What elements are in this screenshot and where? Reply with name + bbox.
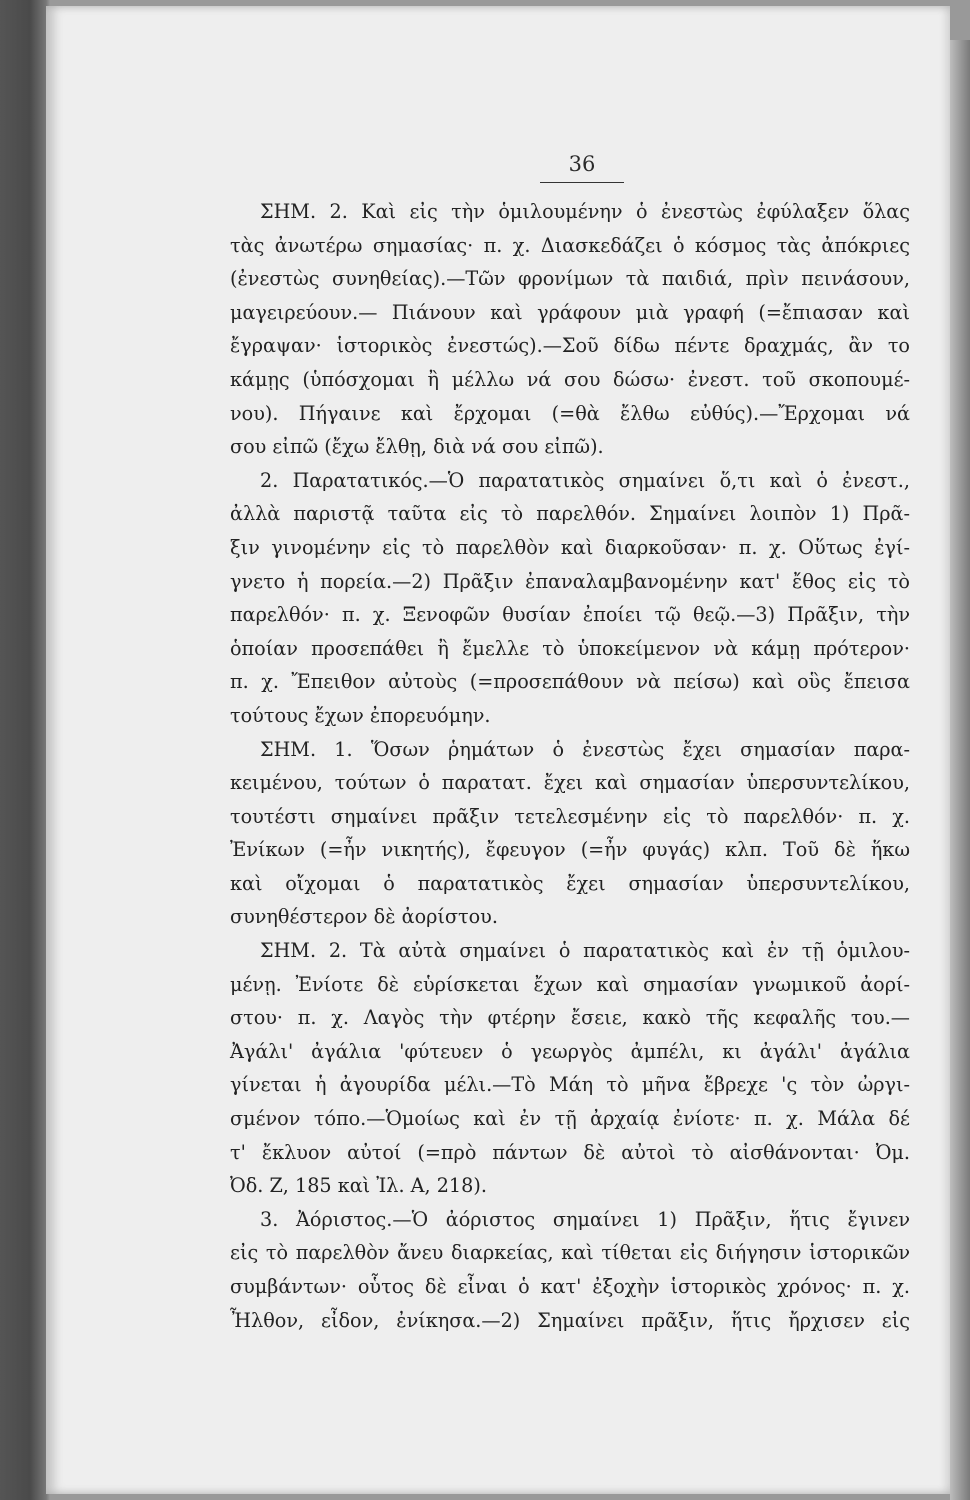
text-line: μένῃ. Ἐνίοτε δὲ εὑρίσκεται ἔχων καὶ σημασίαν γνωμικοῦ ἀορί- [230, 972, 910, 996]
page-text [230, 195, 910, 1337]
page-edge [950, 40, 970, 1500]
text-line: καὶ οἴχομαι ὁ παρατατικὸς ἔχει σημασίαν ὑπερσυντελίκου, [230, 871, 910, 895]
text-line: ἀλλὰ παριστᾷ ταῦτα εἰς τὸ παρελθόν. Σημαίνει λοιπὸν 1) Πρᾶ- [230, 502, 910, 526]
text-line: τουτέστι σημαίνει πρᾶξιν τετελεσμένην εἰς τὸ παρελθόν· π. χ. [230, 804, 910, 828]
text-line: ΣΗΜ. 2. Τὰ αὐτὰ σημαίνει ὁ παρατατικὸς καὶ ἐν τῇ ὁμιλου- [260, 939, 910, 963]
text-line: γνετο ἡ πορεία.—2) Πρᾶξιν ἐπαναλαμβανομένην κατ' ἔθος εἰς τὸ [230, 569, 910, 593]
text-line: συνηθέστερον δὲ ἀορίστου. [230, 905, 498, 929]
text-line: συμβάντων· οὗτος δὲ εἶναι ὁ κατ' ἐξοχὴν ἱστορικὸς χρόνος· π. χ. [230, 1275, 910, 1298]
text-line: 2. Παρατατικός.—Ὁ παρατατικὸς σημαίνει ὅ,τι καὶ ὁ ἐνεστ., [260, 468, 910, 492]
text-line: Ἀγάλι' ἀγάλια 'φύτευεν ὁ γεωργὸς ἀμπέλι, κι ἀγάλι' ἀγάλια [230, 1039, 910, 1063]
text-line: Ἦλθον, εἶδον, ἐνίκησα.—2) Σημαίνει πρᾶξιν, ἥτις ἤρχισεν εἰς [230, 1308, 910, 1332]
text-line: ἔγραψαν· ἱστορικὸς ἐνεστώς).—Σοῦ δίδω πέντε δραχμάς, ἂν το [230, 334, 910, 358]
text-line: ΣΗΜ. 2. Καὶ εἰς τὴν ὁμιλουμένην ὁ ἐνεστὼς ἐφύλαξεν ὅλας [260, 200, 910, 223]
text-line: Ὀδ. Ζ, 185 καὶ Ἰλ. Α, 218). [230, 1174, 487, 1198]
text-line: νου). Πήγαινε καὶ ἔρχομαι (=θὰ ἔλθω εὐθύς).—Ἔρχομαι νά [230, 401, 910, 425]
text-line: ΣΗΜ. 1. Ὅσων ῥημάτων ὁ ἐνεστὼς ἔχει σημασίαν παρα- [260, 737, 910, 761]
text-line: τούτους ἔχων ἐπορευόμην. [230, 703, 491, 727]
text-line: ξιν γινομένην εἰς τὸ παρελθὸν καὶ διαρκοῦσαν· π. χ. Οὕτως ἐγί- [230, 535, 910, 559]
text-line: (ἐνεστὼς συνηθείας).—Τῶν φρονίμων τὰ παιδιά, πρὶν πεινάσουν, [230, 267, 910, 291]
text-line: γίνεται ἡ ἀγουρίδα μέλι.—Τὸ Μάη τὸ μῆνα ἔβρεχε 'ς τὸν ὠργι- [230, 1073, 910, 1097]
text-line: στου· π. χ. Λαγὸς τὴν φτέρην ἔσειε, κακὸ τῆς κεφαλῆς του.— [230, 1006, 910, 1030]
text-line: Ἐνίκων (=ἦν νικητής), ἔφευγον (=ἦν φυγάς) κλπ. Τοῦ δὲ ἥκω [230, 838, 910, 862]
text-line: μαγειρεύουν.— Πιάνουν καὶ γράφουν μιὰ γραφή (=ἔπιασαν καὶ [230, 300, 910, 324]
text-line: τ' ἔκλυον αὐτοί (=πρὸ πάντων δὲ αὐτοὶ τὸ αἰσθάνονται· Ὀμ. [230, 1140, 910, 1164]
text-line: εἰς τὸ παρελθὸν ἄνευ διαρκείας, καὶ τίθεται εἰς διήγησιν ἱστορικῶν [230, 1241, 910, 1265]
text-line: κειμένου, τούτων ὁ παρατατ. ἔχει καὶ σημασίαν ὑπερσυντελίκου, [230, 771, 910, 795]
text-line: κάμῃς (ὑπόσχομαι ἢ μέλλω νά σου δώσω· ἐνεστ. τοῦ σκοπουμέ- [230, 367, 910, 391]
text-line: τὰς ἀνωτέρω σημασίας· π. χ. Διασκεδάζει ὁ κόσμος τὰς ἀπόκριες [230, 233, 910, 257]
text-line: π. χ. Ἔπειθον αὐτοὺς (=προσεπάθουν νὰ πείσω) καὶ οὓς ἔπεισα [230, 670, 910, 694]
text-line: ὁποίαν προσεπάθει ἢ ἔμελλε τὸ ὑποκείμενον νὰ κάμῃ πρότερον· [230, 636, 910, 660]
page-number: 36 [540, 152, 624, 183]
text-line: σου εἰπῶ (ἔχω ἔλθῃ, διὰ νά σου εἰπῶ). [230, 435, 604, 459]
text-line: σμένον τόπο.—Ὁμοίως καὶ ἐν τῇ ἀρχαίᾳ ἐνίοτε· π. χ. Μάλα δέ [230, 1107, 910, 1131]
text-line: 3. Ἀόριστος.—Ὁ ἀόριστος σημαίνει 1) Πρᾶξιν, ἥτις ἔγινεν [260, 1207, 910, 1231]
text-line: παρελθόν· π. χ. Ξενοφῶν θυσίαν ἐποίει τῷ θεῷ.—3) Πρᾶξιν, τὴν [230, 603, 910, 627]
